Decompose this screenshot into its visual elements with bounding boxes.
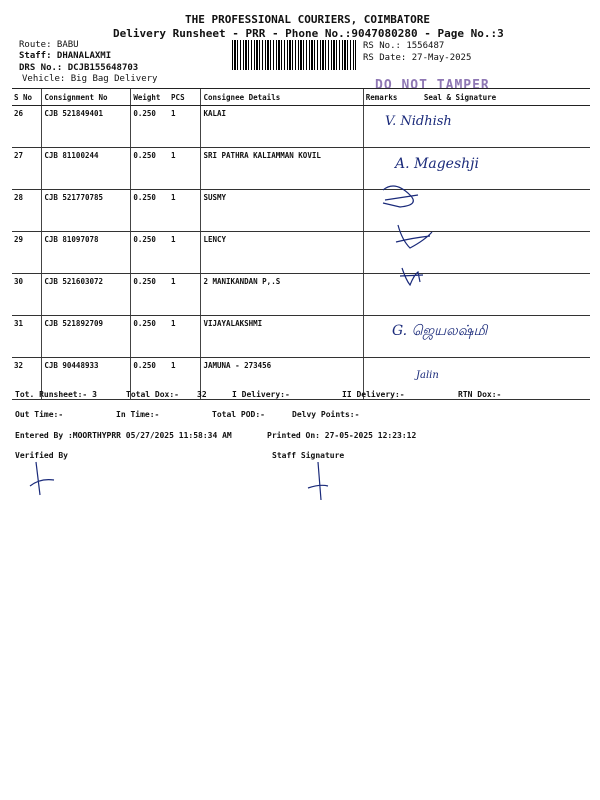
table-row	[12, 232, 590, 274]
printed-on: Printed On: 27-05-2025 12:23:12	[267, 431, 417, 440]
i-delivery: I Delivery:-	[232, 390, 290, 399]
signature-row-32: Jalin	[416, 370, 439, 381]
cell-pcs: 1	[169, 148, 201, 190]
table-row	[12, 148, 590, 190]
cell-sno: 31	[12, 316, 42, 358]
delvy-points: Delvy Points:-	[292, 410, 360, 419]
route: Route: BABU	[19, 40, 79, 50]
rtn-dox: RTN Dox:-	[458, 390, 502, 399]
col-seal: Seal & Signature	[423, 92, 497, 102]
verified-by: Verified By	[15, 451, 68, 460]
cell-sno: 32	[12, 358, 42, 400]
verified-signature-mark	[30, 462, 54, 495]
total-pod: Total POD:-	[212, 410, 265, 419]
cell-sno: 27	[12, 148, 42, 190]
col-pcs: PCS	[169, 89, 201, 106]
out-time: Out Time:-	[15, 410, 64, 419]
staff-signature-mark	[308, 462, 328, 500]
cell-details: JAMUNA - 273456	[201, 358, 363, 400]
cell-seal-signature	[363, 316, 590, 358]
rubber-stamp: DO NOT TAMPER	[375, 78, 490, 93]
col-weight: Weight	[131, 89, 169, 106]
entered-by: Entered By :MOORTHYPRR 05/27/2025 11:58:34 AM	[15, 431, 232, 440]
cell-pcs: 1	[169, 106, 201, 148]
table-row	[12, 358, 590, 400]
rs-number: RS No.: 1556487	[363, 41, 445, 51]
total-dox-value: 32	[197, 390, 207, 399]
cell-details: SRI PATHRA KALIAMMAN KOVIL	[201, 148, 363, 190]
cell-sno: 30	[12, 274, 42, 316]
cell-seal-signature	[363, 232, 590, 274]
cell-sno: 26	[12, 106, 42, 148]
cell-seal-signature	[363, 274, 590, 316]
vehicle: Vehicle: Big Bag Delivery	[22, 74, 158, 84]
cell-details: KALAI	[201, 106, 363, 148]
cell-pcs: 1	[169, 190, 201, 232]
total-dox-label: Total Dox:-	[126, 390, 179, 399]
table-row	[12, 106, 590, 148]
col-remarks-seal	[363, 89, 590, 106]
cell-seal-signature	[363, 106, 590, 148]
col-details: Consignee Details	[201, 89, 363, 106]
cell-weight: 0.250	[131, 316, 169, 358]
cell-weight: 0.250	[131, 358, 169, 400]
staff: Staff: DHANALAXMI	[19, 51, 112, 61]
cell-details: SUSMY	[201, 190, 363, 232]
table-row	[12, 274, 590, 316]
cell-details: 2 MANIKANDAN P,.S	[201, 274, 363, 316]
cell-consignment: CJB 90448933	[42, 358, 131, 400]
cell-weight: 0.250	[131, 232, 169, 274]
cell-consignment: CJB 521892709	[42, 316, 131, 358]
delivery-table	[12, 88, 590, 400]
cell-weight: 0.250	[131, 148, 169, 190]
cell-consignment: CJB 521603072	[42, 274, 131, 316]
in-time: In Time:-	[116, 410, 160, 419]
cell-sno: 29	[12, 232, 42, 274]
cell-weight: 0.250	[131, 106, 169, 148]
company-name: THE PROFESSIONAL COURIERS, COIMBATORE	[185, 13, 431, 26]
cell-pcs: 1	[169, 358, 201, 400]
cell-sno: 28	[12, 190, 42, 232]
cell-consignment: CJB 521770785	[42, 190, 131, 232]
staff-signature: Staff Signature	[272, 451, 345, 460]
col-remarks: Remarks	[365, 92, 398, 102]
cell-pcs: 1	[169, 274, 201, 316]
runsheet-subtitle: Delivery Runsheet - PRR - Phone No.:9047080280 - Page No.:3	[113, 27, 504, 40]
cell-weight: 0.250	[131, 190, 169, 232]
table-header-row	[12, 89, 590, 106]
ii-delivery: II Delivery:-	[342, 390, 405, 399]
cell-pcs: 1	[169, 232, 201, 274]
cell-details: LENCY	[201, 232, 363, 274]
signature-row-26: V. Nidhish	[385, 114, 452, 129]
rs-date: RS Date: 27-May-2025	[363, 53, 472, 63]
signature-row-31: G. ஜெயலஷ்மி	[392, 323, 488, 339]
barcode	[232, 40, 356, 70]
drs-number: DRS No.: DCJB155648703	[19, 63, 139, 73]
table-row	[12, 190, 590, 232]
total-runsheet: Tot. Runsheet:- 3	[15, 390, 97, 399]
col-consignment: Consignment No	[42, 89, 131, 106]
cell-seal-signature	[363, 190, 590, 232]
table-row	[12, 316, 590, 358]
col-sno: S No	[12, 89, 42, 106]
signature-row-27: A. Mageshji	[395, 156, 479, 172]
cell-consignment: CJB 81097078	[42, 232, 131, 274]
cell-weight: 0.250	[131, 274, 169, 316]
cell-seal-signature	[363, 148, 590, 190]
cell-details: VIJAYALAKSHMI	[201, 316, 363, 358]
cell-consignment: CJB 81100244	[42, 148, 131, 190]
cell-pcs: 1	[169, 316, 201, 358]
cell-consignment: CJB 521849401	[42, 106, 131, 148]
